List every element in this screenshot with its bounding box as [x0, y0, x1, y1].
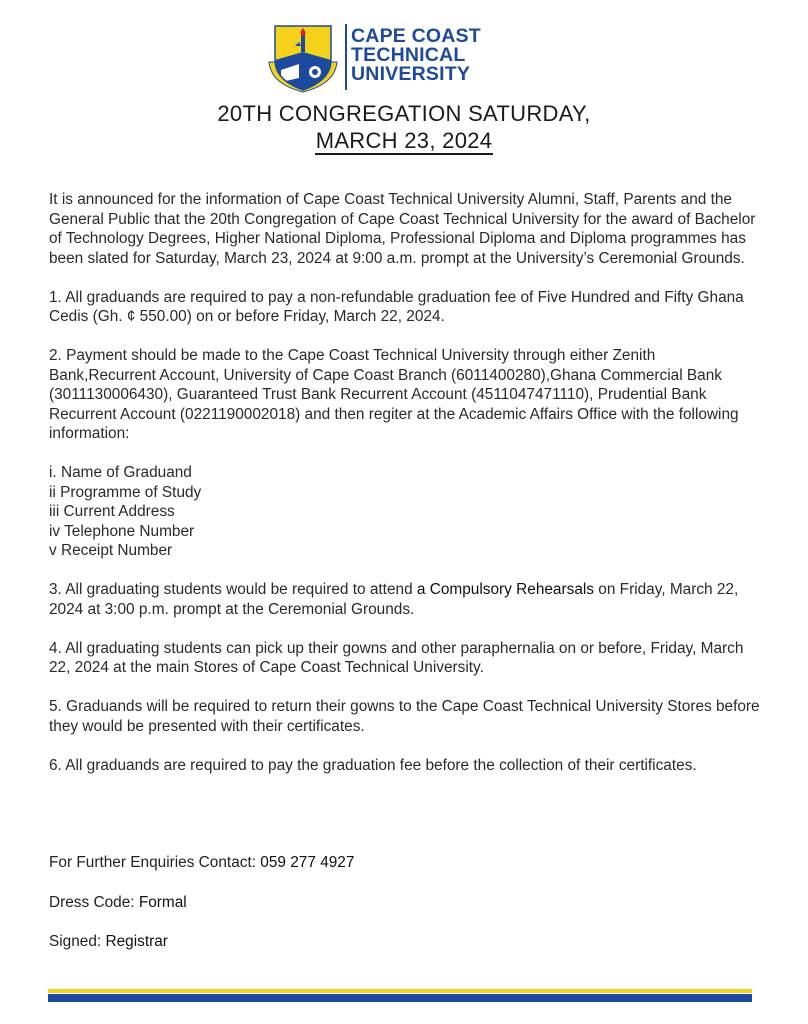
point-3-text: 3. All graduating students would be required to attend: [49, 581, 417, 598]
footer-yellow-bar: [48, 989, 752, 993]
point-5: 5. Graduands will be required to return their gowns to the Cape Coast Technical University Stores before they would be presented with their certificates.: [49, 698, 760, 735]
university-name: [351, 27, 531, 84]
title-line2: MARCH 23, 2024: [315, 128, 493, 153]
title-line1: 20TH CONGREGATION SATURDAY,: [217, 101, 591, 126]
list-item: v Receipt Number: [49, 542, 173, 559]
point-1: 1. All graduands are required to pay a non-refundable graduation fee of Five Hundred and Fifty Ghana Cedis (Gh. ¢ 550.00) on or before Friday, March 22, 2024.: [49, 288, 744, 325]
point-3-text-end: on Friday, March 22, 2024 at 3:00 p.m. prompt at the Ceremonial Grounds.: [49, 581, 739, 618]
list-item: ii Programme of Study: [49, 483, 202, 501]
point-2: 2. Payment should be made to the Cape Coast Technical University through either Zenith Bank,Recurrent Account, University of Cape Coast Branch (6011400280),Ghana Commercial Bank (3011130006430), Guaranteed Trust Bank Recurrent Account (4511047471110), Prudential Bank Recurrent Account (0221190002018) and then regiter at the Academic Affairs Office with the following information:: [49, 347, 739, 442]
contact-phone: 059 277 4927: [260, 854, 355, 871]
page-title: [0, 100, 808, 155]
rehearsal-highlight: a Compulsory Rehearsals: [416, 581, 594, 598]
intro-paragraph: It is announced for the information of Cape Coast Technical University Alumni, Staff, Parents and the General Public that the 20th Congregation of Cape Coast Technical University for the award of Bachelor of Technology Degrees, Higher National Diploma, Professional Diploma and Diploma programmes has been slated for Saturday, March 23, 2024 at 9:00 a.m. prompt at the University’s Ceremonial Grounds.: [49, 191, 756, 267]
list-item: i. Name of Graduand: [49, 464, 192, 481]
announcement-body: [49, 190, 761, 795]
list-item: iii Current Address: [49, 503, 175, 520]
point-6: 6. All graduands are required to pay the graduation fee before the collection of their certificates.: [49, 756, 697, 774]
contact-label: For Further Enquiries Contact:: [49, 854, 261, 871]
point-3: [49, 580, 761, 619]
university-name-line2: TECHNICAL: [351, 44, 466, 66]
header-divider: [345, 24, 347, 90]
signature-line: [49, 932, 168, 952]
info-list: [49, 463, 761, 561]
list-item: iv Telephone Number: [49, 522, 195, 540]
university-name-line1: CAPE COAST: [351, 25, 481, 47]
footer-blue-bar: [48, 994, 752, 1002]
university-crest-logo: [265, 22, 341, 94]
signed-label: Signed:: [49, 933, 106, 950]
point-4: 4. All graduating students can pick up their gowns and other paraphernalia on or before, Friday, March 22, 2024 at the main Stores of Cape Coast Technical University.: [49, 639, 744, 676]
dress-code-label: Dress Code:: [49, 894, 139, 911]
signed-value: Registrar: [105, 933, 168, 950]
dress-code: [49, 893, 187, 913]
enquiries-contact: [49, 853, 354, 873]
university-name-line3: UNIVERSITY: [351, 63, 471, 85]
dress-code-value: Formal: [138, 894, 187, 911]
